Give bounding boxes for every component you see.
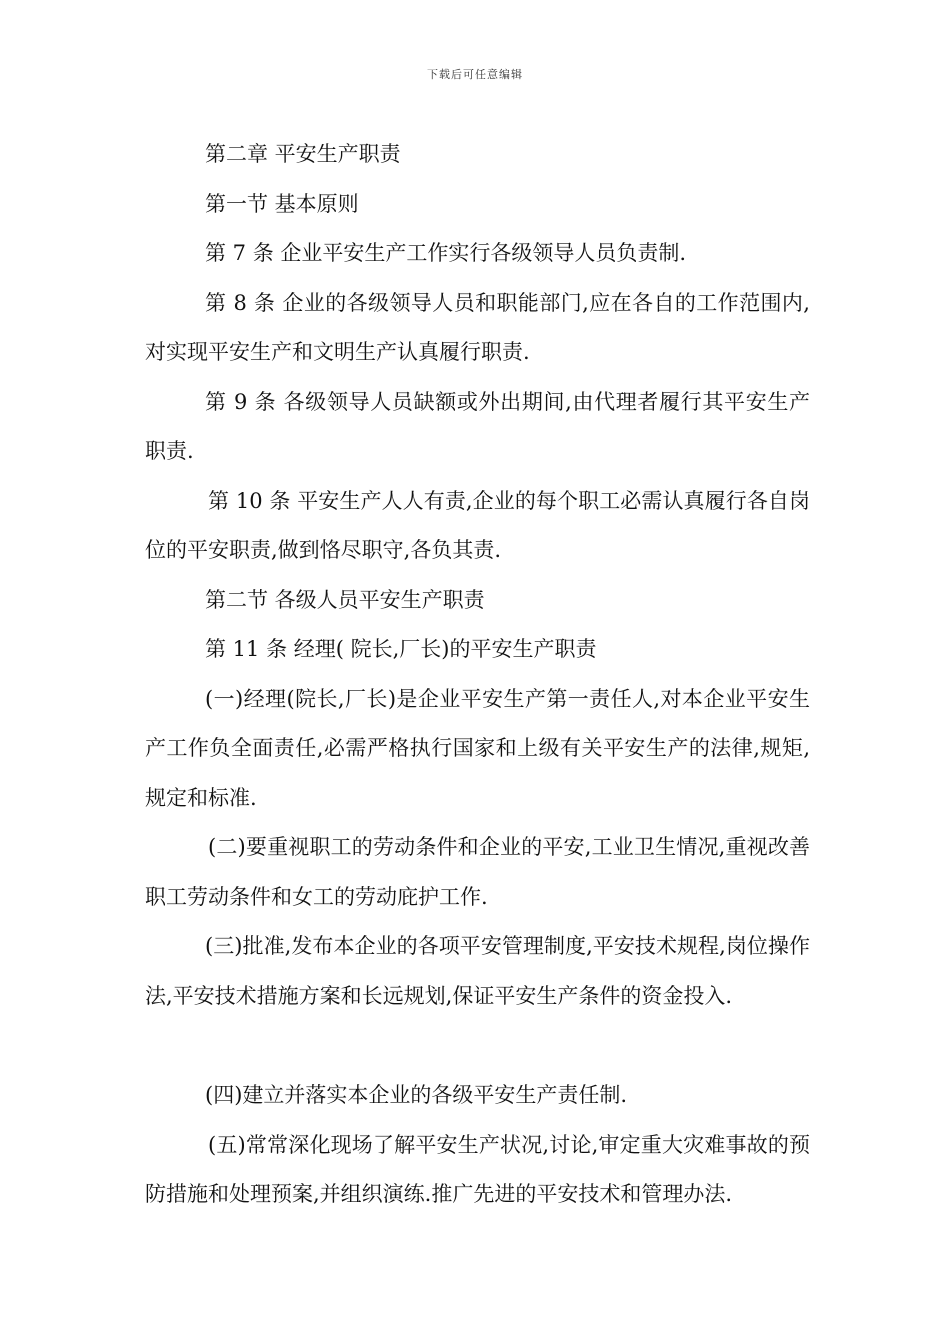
section-title: 第一节 基本原则 [205,191,359,216]
clause-3: (三)批准,发布本企业的各项平安管理制度,平安技术规程,岗位操作法,平安技术措施方案和长远规划,保证平安生产条件的资金投入. [145,934,810,1008]
article-10: 第 10 条 平安生产人人有责,企业的每个职工必需认真履行各自岗位的平安职责,做到恪尽职守,各负其责. [145,488,810,562]
section-title: 第二节 各级人员平安生产职责 [205,587,485,612]
chapter-title: 第二章 平安生产职责 [205,142,401,166]
document-body [145,130,810,1220]
article-7: 第 7 条 企业平安生产工作实行各级领导人员负责制. [205,241,687,265]
article-8: 第 8 条 企业的各级领导人员和职能部门,应在各自的工作范围内,对实现平安生产和文明生产认真履行职责. [145,290,810,364]
clause-1: (一)经理(院长,厂长)是企业平安生产第一责任人,对本企业平安生产工作负全面责任,必需严格执行国家和上级有关平安生产的法律,规矩,规定和标准. [145,686,810,810]
clause-5: (五)常常深化现场了解平安生产状况,讨论,审定重大灾难事故的预防措施和处理预案,并组织演练.推广先进的平安技术和管理办法. [145,1132,810,1206]
clause-2: (二)要重视职工的劳动条件和企业的平安,工业卫生情况,重视改善职工劳动条件和女工的劳动庇护工作. [145,835,810,909]
article-9: 第 9 条 各级领导人员缺额或外出期间,由代理者履行其平安生产职责. [145,389,810,463]
page-header: 下载后可任意编辑 [427,68,523,81]
clause-4: (四)建立并落实本企业的各级平安生产责任制. [205,1083,628,1107]
article-11: 第 11 条 经理( 院长,厂长)的平安生产职责 [205,637,597,661]
